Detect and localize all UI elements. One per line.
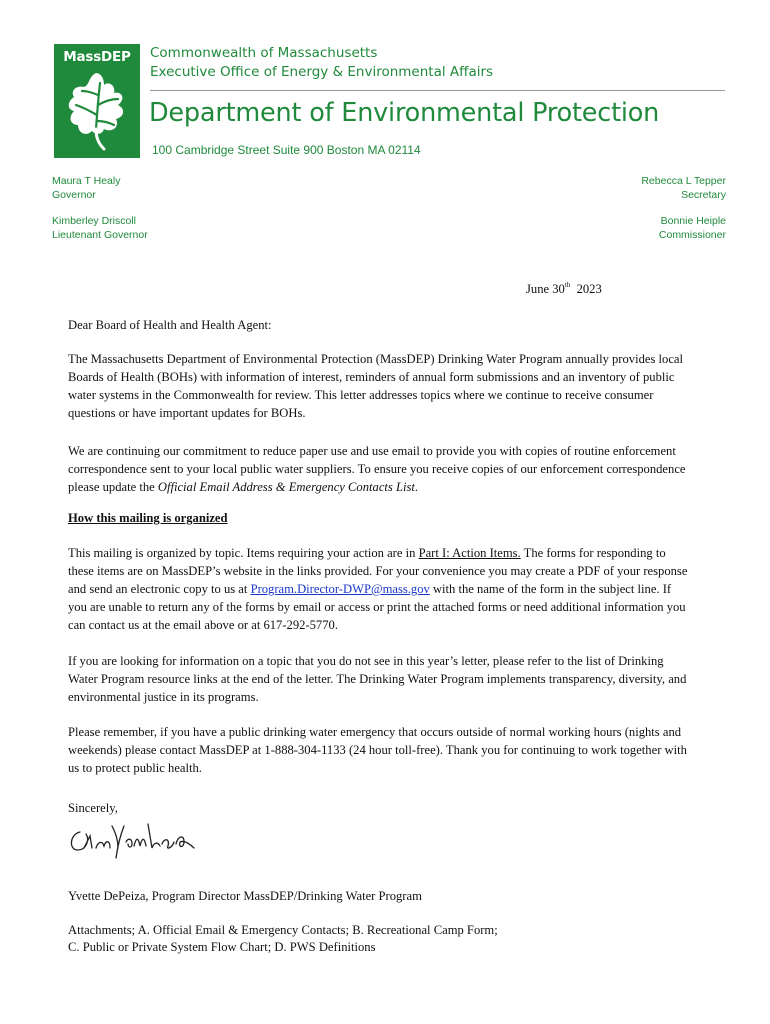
lt-governor-title: Lieutenant Governor (52, 229, 148, 241)
signer-line: Yvette DePeiza, Program Director MassDEP/Drinking Water Program (68, 889, 422, 903)
letter-date: June 30th 2023 (526, 281, 602, 296)
closing: Sincerely, (68, 801, 118, 815)
logo-brand-text: MassDEP (63, 49, 131, 65)
paragraph-intro: The Massachusetts Department of Environmental Protection (MassDEP) Drinking Water Program annually provides local Boards of Health (BOHs) with information of interest, reminders of annual form submissions and an inventory of public water systems in the Commonwealth for review. This letter addresses topics where we continue to receive consumer questions or have important updates for BOHs. (68, 352, 684, 420)
massdep-logo (54, 44, 140, 158)
secretary-title: Secretary (681, 189, 726, 201)
header-executive-office: Executive Office of Energy & Environmental Affairs (150, 64, 494, 80)
governor-name: Maura T Healy (52, 175, 121, 187)
officials-right (641, 174, 726, 242)
officials-left (52, 174, 148, 242)
attachments-line-1: Attachments; A. Official Email & Emergency Contacts; B. Recreational Camp Form; (68, 923, 498, 937)
header-address: 100 Cambridge Street Suite 900 Boston MA 02114 (152, 143, 421, 157)
emergency-contacts-list-title: Official Email Address & Emergency Contacts List (157, 480, 415, 494)
commissioner-name: Bonnie Heiple (660, 215, 726, 227)
program-director-email-link[interactable]: Program.Director-DWP@mass.gov (250, 582, 430, 596)
oak-leaf-icon (60, 69, 134, 153)
header-divider (150, 90, 725, 91)
section-heading: How this mailing is organized (68, 511, 228, 525)
secretary-name: Rebecca L Tepper (641, 175, 726, 187)
paragraph-resources: If you are looking for information on a topic that you do not see in this year’s letter, please refer to the list of Drinking Water Program resource links at the end of the letter. The Drinking Water Program implements transparency, diversity, and environmental justice in its programs. (68, 654, 687, 704)
handwritten-signature (66, 818, 206, 862)
lt-governor-name: Kimberley Driscoll (52, 215, 137, 227)
header-commonwealth: Commonwealth of Massachusetts (150, 45, 378, 61)
attachments-line-2: C. Public or Private System Flow Chart; D. PWS Definitions (68, 940, 376, 954)
paragraph-paper-use: We are continuing our commitment to reduce paper use and use email to provide you with copies of routine enforcement correspondence sent to your local public water suppliers. To ensure you receive copies of our enforcement correspondence please update the Official Email Address & Emergency Contacts List. (68, 444, 686, 494)
part-one-reference: Part I: Action Items. (418, 546, 521, 560)
paragraph-organization: This mailing is organized by topic. Items requiring your action are in Part I: Action Items. The forms for responding to these items are on MassDEP’s website in the links provided. For your convenience you may create a PDF of your response and send an electronic copy to us at Program.Director-DWP@mass.gov with the name of the form in the subject line. If you are unable to return any of the forms by email or access or print the attached forms or need additional information you can contact us at the email above or at 617-292-5770. (68, 546, 688, 632)
governor-title: Governor (52, 189, 96, 201)
commissioner-title: Commissioner (658, 229, 726, 241)
paragraph-emergency: Please remember, if you have a public drinking water emergency that occurs outside of normal working hours (nights and weekends) please contact MassDEP at 1-888-304-1133 (24 hour toll-free). Thank you for continuing to work together with us to protect public health. (68, 725, 687, 775)
salutation: Dear Board of Health and Health Agent: (68, 318, 272, 332)
header-department-title: Department of Environmental Protection (149, 98, 660, 128)
